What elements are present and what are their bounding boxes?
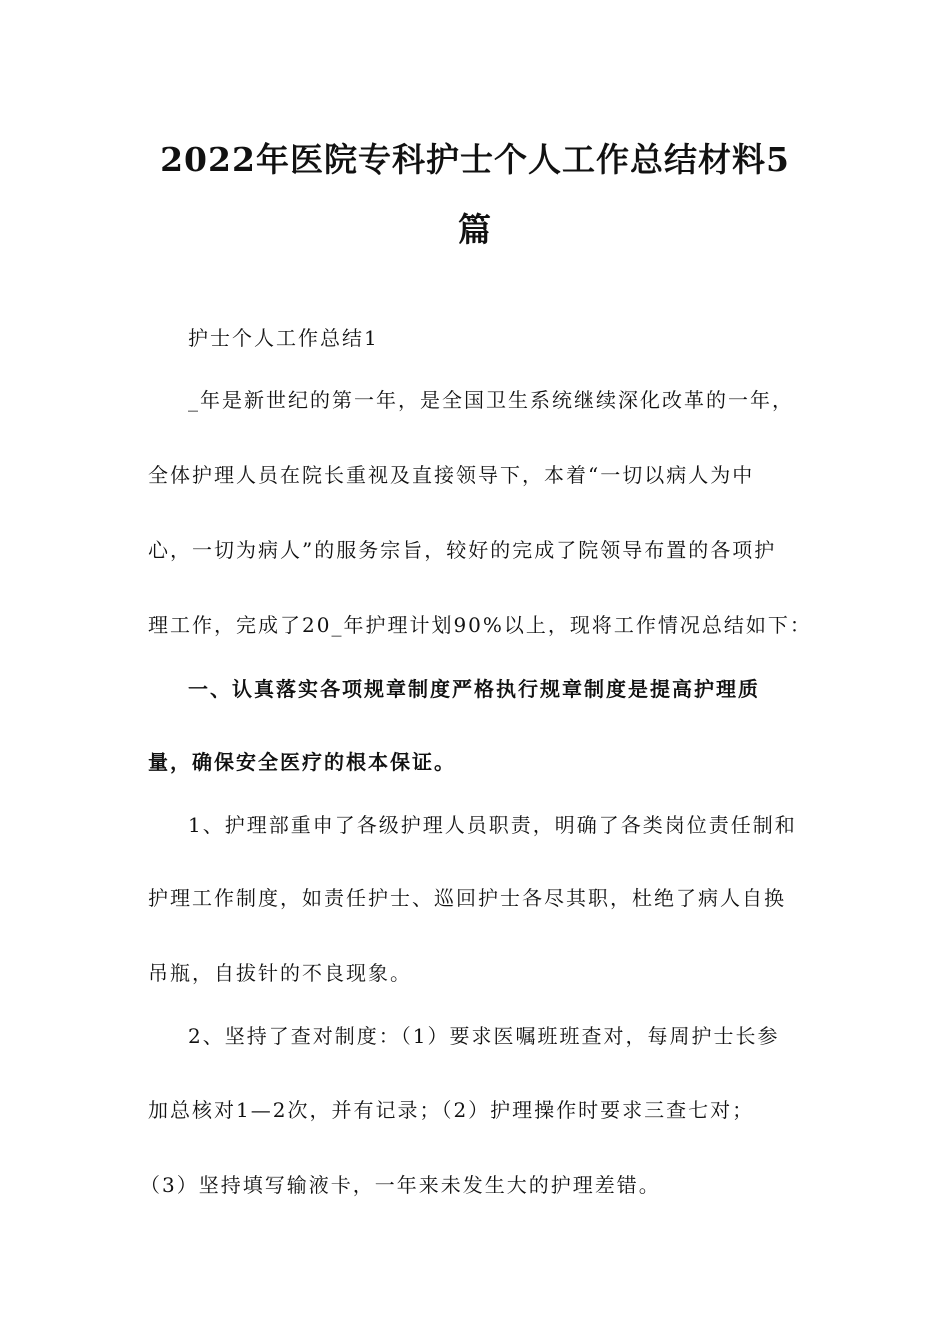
paragraph-line: 护理工作制度，如责任护士、巡回护士各尽其职，杜绝了病人自换 [148, 886, 786, 910]
subheading-line: 量，确保安全医疗的根本保证。 [148, 750, 456, 774]
paragraph-line: 吊瓶，自拔针的不良现象。 [148, 961, 412, 985]
paragraph-line: 2、坚持了查对制度：（1）要求医嘱班班查对，每周护士长参 [188, 1024, 780, 1048]
paragraph-line: 全体护理人员在院长重视及直接领导下，本着“一切以病人为中 [148, 463, 755, 487]
paragraph-line: （3）坚持填写输液卡，一年来未发生大的护理差错。 [140, 1173, 661, 1197]
paragraph-line: 1、护理部重申了各级护理人员职责，明确了各类岗位责任制和 [188, 813, 797, 837]
paragraph-line: 心，一切为病人”的服务宗旨，较好的完成了院领导布置的各项护 [148, 538, 777, 562]
section-heading: 护士个人工作总结1 [188, 326, 379, 350]
paragraph-line: _年是新世纪的第一年，是全国卫生系统继续深化改革的一年， [188, 388, 794, 412]
document-title-line-2: 篇 [458, 210, 492, 249]
subheading-line: 一、认真落实各项规章制度严格执行规章制度是提高护理质 [188, 677, 760, 701]
paragraph-line: 加总核对1—2次，并有记录；（2）护理操作时要求三查七对； [148, 1098, 755, 1122]
document-title-line-1: 2022年医院专科护士个人工作总结材料5 [160, 140, 790, 179]
paragraph-line: 理工作，完成了20_年护理计划90%以上，现将工作情况总结如下： [148, 613, 812, 637]
